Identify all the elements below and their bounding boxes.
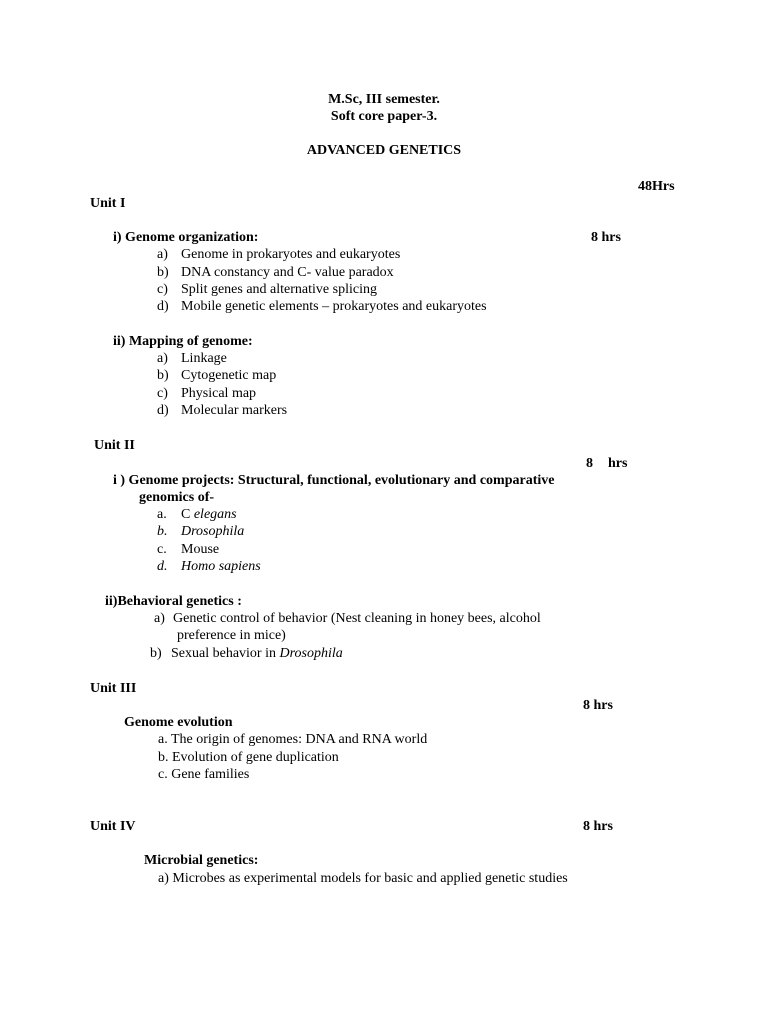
- list-item: Genome in prokaryotes and eukaryotes: [181, 247, 401, 262]
- unit-2-section-1-heading: i ) Genome projects: Structural, functional, evolutionary and comparative: [113, 473, 555, 488]
- list-item-italic: Drosophila: [279, 646, 343, 661]
- unit-4-title: Unit IV: [90, 819, 136, 834]
- unit-2-hours-unit: hrs: [608, 456, 628, 471]
- list-item: Physical map: [181, 386, 257, 401]
- list-item-italic: elegans: [193, 507, 237, 522]
- unit-3-heading: Genome evolution: [124, 715, 233, 730]
- list-item: [171, 645, 343, 662]
- list-marker: b.: [157, 524, 168, 539]
- list-marker: b): [157, 368, 169, 383]
- unit-2-hours-number: 8: [586, 456, 593, 471]
- unit-1-section-1-hours: 8 hrs: [591, 230, 621, 245]
- unit-3-hours: 8 hrs: [583, 698, 613, 713]
- list-item: a. The origin of genomes: DNA and RNA world: [158, 732, 428, 747]
- list-marker: b): [157, 265, 169, 280]
- list-item: Cytogenetic map: [181, 368, 277, 383]
- unit-2-title: Unit II: [94, 438, 135, 453]
- list-item-text: Sexual behavior in: [171, 646, 280, 661]
- unit-2-section-2-heading: ii)Behavioral genetics :: [105, 594, 242, 609]
- list-marker: c): [157, 386, 168, 401]
- list-marker: a): [157, 351, 168, 366]
- list-item: Drosophila: [181, 524, 245, 539]
- unit-4-heading: Microbial genetics:: [144, 853, 259, 868]
- list-item: a) Microbes as experimental models for basic and applied genetic studies: [158, 871, 568, 886]
- list-item: Molecular markers: [181, 403, 288, 418]
- unit-3-title: Unit III: [90, 681, 137, 696]
- unit-1-title: Unit I: [90, 196, 126, 211]
- list-marker: c): [157, 282, 168, 297]
- list-marker: b): [150, 646, 162, 661]
- list-item: Homo sapiens: [181, 559, 261, 574]
- list-item-cont: preference in mice): [177, 628, 286, 643]
- list-item: [181, 506, 237, 523]
- unit-1-section-2-heading: ii) Mapping of genome:: [113, 334, 253, 349]
- total-hours: 48Hrs: [638, 179, 675, 194]
- list-marker: a.: [157, 507, 167, 522]
- unit-4-hours: 8 hrs: [583, 819, 613, 834]
- list-item: DNA constancy and C- value paradox: [181, 265, 394, 280]
- list-item: b. Evolution of gene duplication: [158, 750, 339, 765]
- list-item-prefix: C: [181, 507, 194, 522]
- list-item: Mouse: [181, 542, 220, 557]
- list-marker: a): [154, 611, 165, 626]
- list-item: Genetic control of behavior (Nest cleaning in honey bees, alcohol: [173, 611, 541, 626]
- list-item: c. Gene families: [158, 767, 250, 782]
- unit-1-section-1-heading: i) Genome organization:: [113, 230, 259, 245]
- page-title: ADVANCED GENETICS: [306, 143, 462, 158]
- list-marker: a): [157, 247, 168, 262]
- unit-2-section-1-heading-cont: genomics of-: [139, 490, 215, 505]
- list-marker: d): [157, 403, 169, 418]
- list-marker: d): [157, 299, 169, 314]
- list-item: Linkage: [181, 351, 227, 366]
- list-marker: c.: [157, 542, 167, 557]
- list-item: Mobile genetic elements – prokaryotes and eukaryotes: [181, 299, 487, 314]
- header-line-1: M.Sc, III semester.: [328, 92, 440, 107]
- header-line-2: Soft core paper-3.: [330, 109, 438, 124]
- list-marker: d.: [157, 559, 168, 574]
- list-item: Split genes and alternative splicing: [181, 282, 377, 297]
